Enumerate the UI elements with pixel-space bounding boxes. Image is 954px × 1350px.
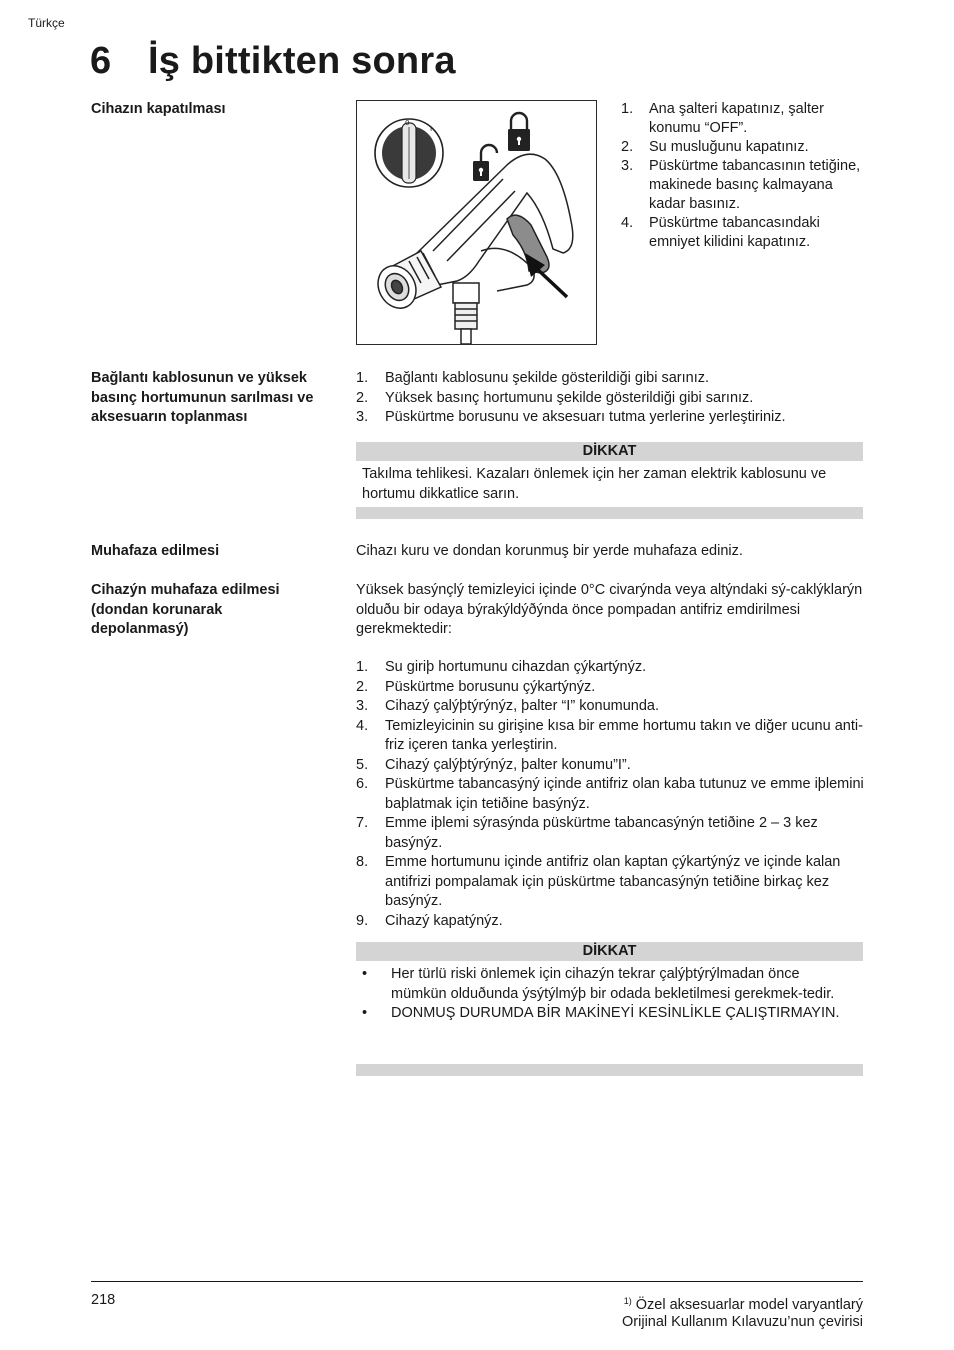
chapter-title-text: İş bittikten sonra	[148, 40, 456, 82]
main-switch-dial-icon	[375, 119, 443, 187]
notice-title: DİKKAT	[356, 942, 863, 961]
chapter-title	[90, 40, 456, 83]
cable-hose-steps	[356, 369, 864, 428]
list-item: 3. Püskürtme tabancasının tetiğine, makinede basınç kalmayana kadar basınız.	[621, 158, 861, 212]
notice-text: Takılma tehlikesi. Kazaları önlemek için her zaman elektrik kablosunu ve hortumu dikkatlice sarın.	[362, 466, 827, 502]
storage-text: Cihazı kuru ve dondan korunmuş bir yerde muhafaza ediniz.	[356, 543, 743, 559]
notice-bullets	[362, 965, 850, 1024]
list-item: 2. Yüksek basınç hortumunu şekilde gösterildiği gibi sarınız.	[356, 389, 754, 406]
notice-title: DİKKAT	[356, 442, 863, 461]
chapter-number: 6	[90, 40, 112, 82]
frost-steps	[356, 658, 864, 931]
list-item: 6. Püskürtme tabancasýný içinde antifriz olan kaba tutunuz ve emme iþlemini baþlatmak için tetiðine basýnýz.	[356, 776, 864, 812]
list-item: • DONMUŞ DURUMDA BİR MAKİNEYİ KESİNLİKLE ÇALIŞTIRMAYIN.	[362, 1005, 840, 1021]
footer-divider	[91, 1281, 863, 1282]
page-number: 218	[91, 1292, 116, 1308]
list-item: 4. Püskürtme tabancasındaki emniyet kilidini kapatınız.	[621, 215, 820, 250]
list-item: 7. Emme iþlemi sýrasýnda püskürtme tabancasýnýn tetiðine 2 – 3 kez basýnýz.	[356, 815, 818, 851]
unlocked-padlock-icon	[473, 145, 497, 181]
locked-padlock-icon	[508, 113, 530, 151]
section-heading-frost: Cihazýn muhafaza edilmesi (dondan korunarak depolanmasý)	[91, 582, 280, 637]
list-item: 4. Temizleyicinin su girişine kısa bir emme hortumu takın ve diğer ucunu anti-friz içeren tanka yerleştirin.	[356, 717, 863, 753]
notice-bottom-bar	[356, 507, 863, 519]
translation-note: Orijinal Kullanım Kılavuzu’nun çevirisi	[622, 1314, 863, 1330]
section-heading-cable-hose: Bağlantı kablosunun ve yüksek basınç hortumunun sarılması ve aksesuarın toplanması	[91, 370, 314, 425]
list-item: 1. Bağlantı kablosunu şekilde gösterildiği gibi sarınız.	[356, 370, 710, 386]
section-heading-shutdown: Cihazın kapatılması	[91, 101, 226, 117]
list-item: 2. Püskürtme borusunu çýkartýnýz.	[356, 678, 596, 695]
svg-text:0: 0	[405, 119, 410, 127]
language-label: Türkçe	[28, 16, 65, 30]
list-item: 2. Su musluğunu kapatınız.	[621, 139, 809, 155]
figure-shutdown-illustration	[356, 100, 597, 345]
hose-connector-icon	[453, 283, 479, 344]
list-item: 8. Emme hortumunu içinde antifriz olan kaptan çýkartýnýz ve içinde kalan antifrizi pompalamak için püskürtme tabancasýnýn tetiðine birkaç kez basýnýz.	[356, 854, 841, 909]
list-item: • Her türlü riski önlemek için cihazýn tekrar çalýþtýrýlmadan önce mümkün olduðunda ýsýtýlmýþ bir odada bekletilmesi gerekmek-tedir.	[362, 966, 835, 1002]
list-item: 1. Ana şalteri kapatınız, şalter konumu “OFF”.	[621, 101, 824, 136]
list-item: 9. Cihazý kapatýnýz.	[356, 912, 503, 929]
svg-text:I: I	[430, 125, 433, 133]
list-item: 5. Cihazý çalýþtýrýnýz, þalter konumu”I”.	[356, 756, 631, 773]
footnote-mark: 1)	[623, 1296, 632, 1306]
list-item: 1. Su giriþ hortumunu cihazdan çýkartýnýz.	[356, 659, 647, 675]
section-heading-storage: Muhafaza edilmesi	[91, 543, 220, 559]
frost-intro: Yüksek basýnçlý temizleyici içinde 0°C civarýnda veya altýndaki sý-caklýklarýn olduðu bir odaya býrakýldýðýnda önce pompadan antifriz emdirilmesi gerekmektedir:	[356, 582, 863, 637]
footnote-text: Özel aksesuarlar model varyantlarý	[635, 1297, 863, 1313]
list-item: 3. Püskürtme borusunu ve aksesuarı tutma yerlerine yerleştiriniz.	[356, 409, 786, 425]
list-item: 3. Cihazý çalýþtýrýnýz, þalter “I” konumunda.	[356, 698, 659, 714]
shutdown-steps	[621, 100, 861, 252]
notice-bottom-bar	[356, 1064, 863, 1076]
